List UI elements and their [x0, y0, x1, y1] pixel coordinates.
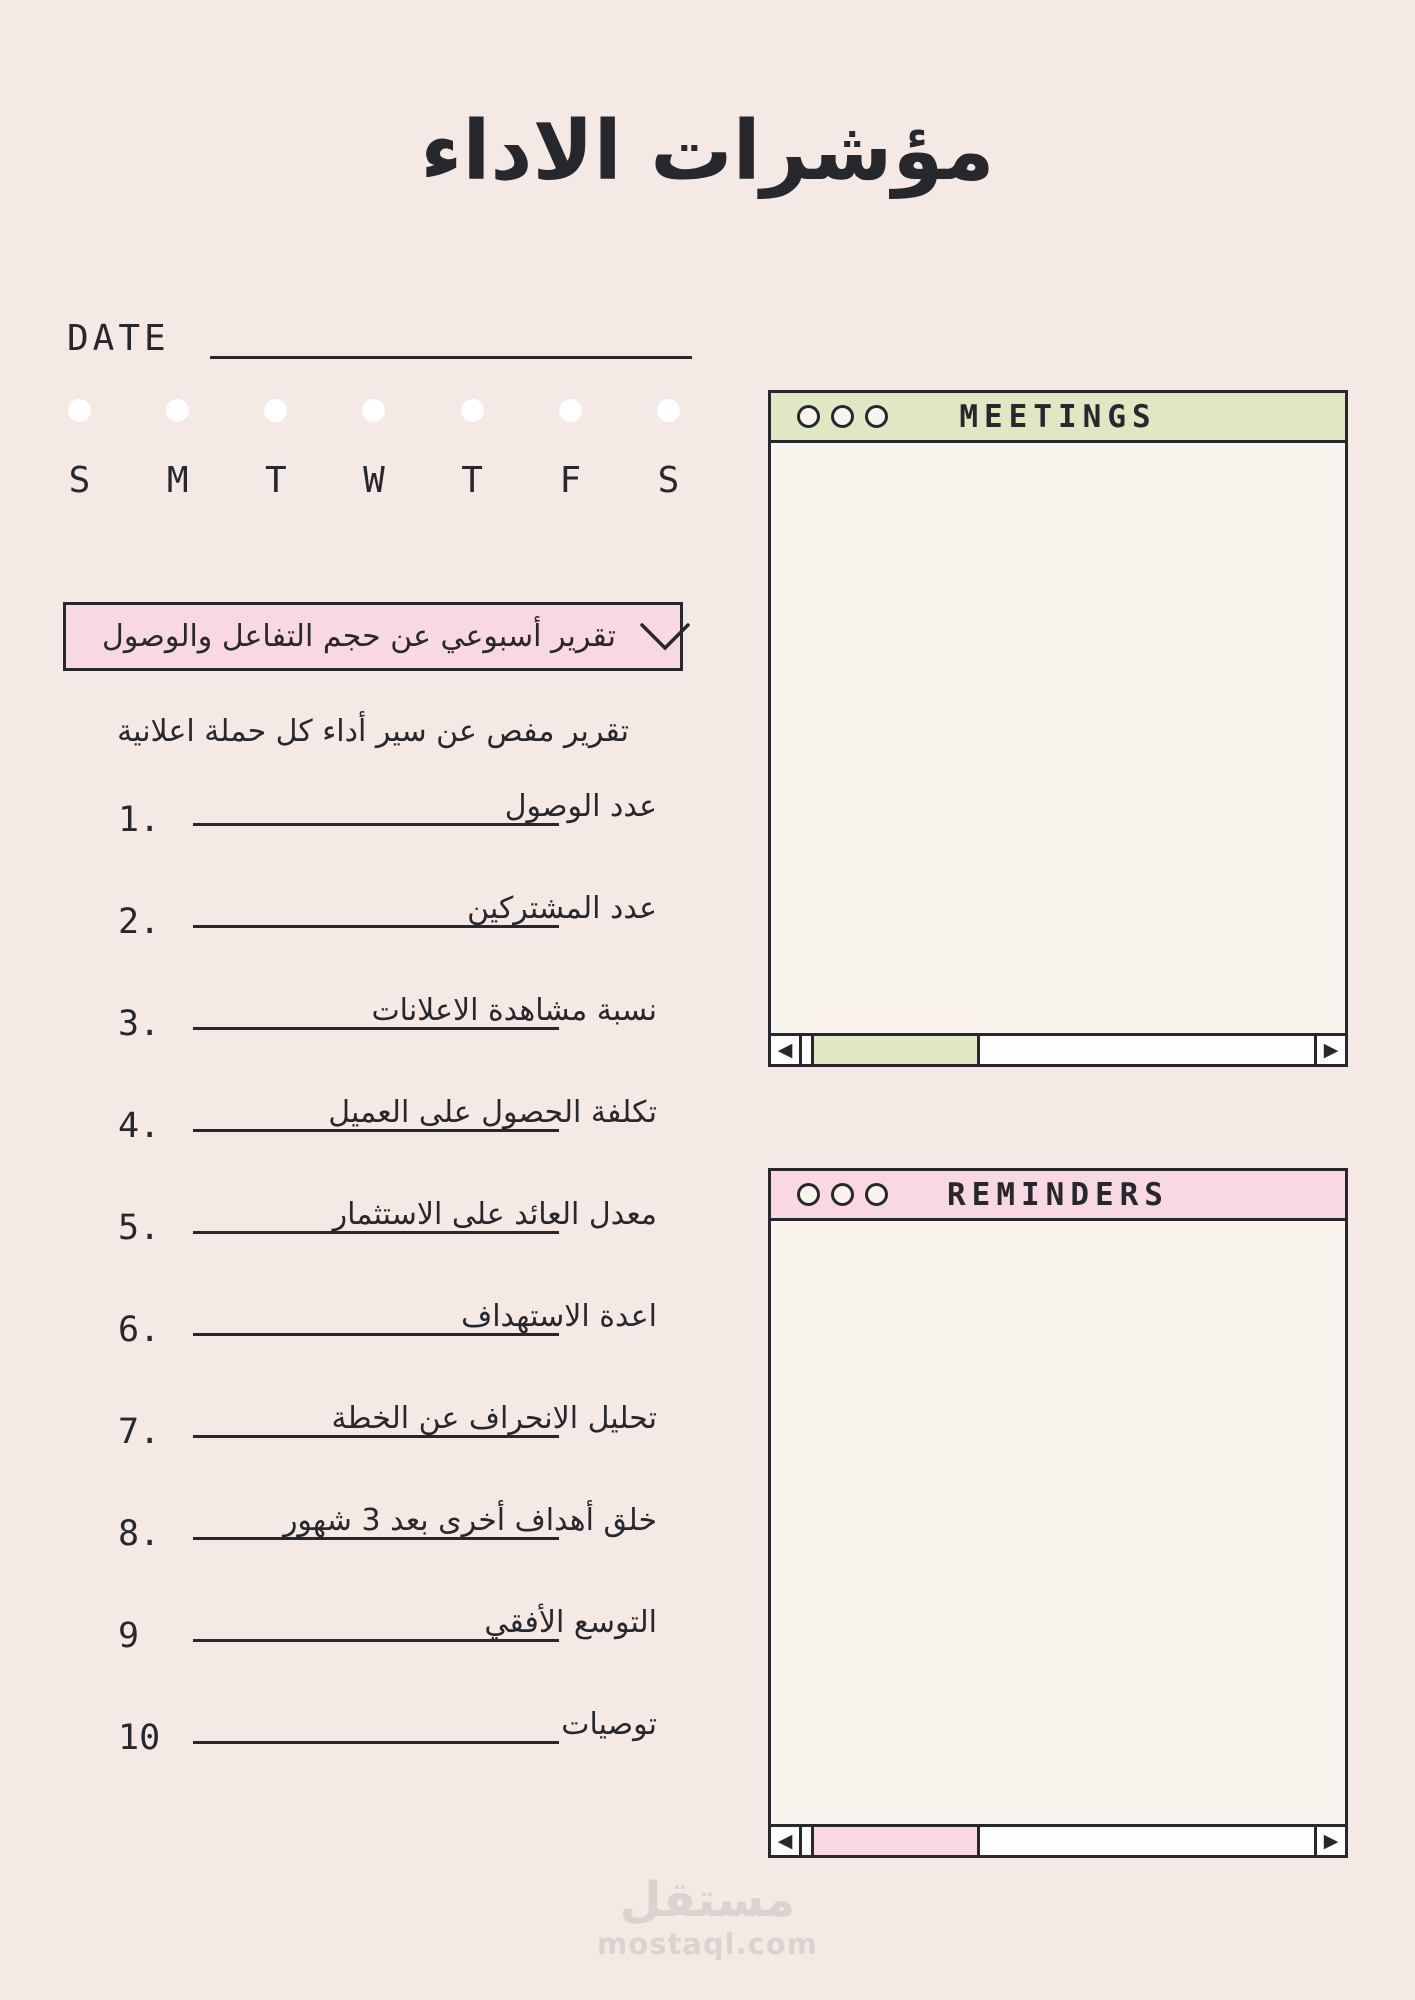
day-letter-monday: M [166, 460, 189, 501]
list-item [63, 874, 685, 976]
week-days-row [68, 460, 680, 501]
item-fill-in-line[interactable] [193, 1333, 559, 1336]
window-control-circle-icon[interactable] [797, 1183, 820, 1206]
scrollbar-gap [802, 1036, 814, 1064]
list-item [63, 976, 685, 1078]
item-label: عدد الوصول [504, 789, 657, 824]
day-dot [362, 399, 385, 422]
day-dot [559, 399, 582, 422]
list-item [63, 1180, 685, 1282]
list-item [63, 1588, 685, 1690]
scroll-left-arrow-icon[interactable]: ◀ [771, 1827, 802, 1855]
mostaql-domain: mostaql.com [597, 1926, 818, 1961]
item-label: التوسع الأفقي [484, 1605, 657, 1640]
item-label: عدد المشتركين [467, 891, 657, 926]
item-fill-in-line[interactable] [193, 1741, 559, 1744]
meetings-window-title: MEETINGS [959, 398, 1157, 435]
window-control-circle-icon[interactable] [865, 1183, 888, 1206]
item-fill-in-line[interactable] [193, 1639, 559, 1642]
chevron-down-icon [640, 623, 690, 651]
mostaql-logo: مستقل [619, 1872, 796, 1928]
scroll-right-arrow-icon[interactable]: ▶ [1314, 1036, 1345, 1064]
item-label: تحليل الانحراف عن الخطة [331, 1401, 657, 1436]
item-label: توصيات [561, 1707, 657, 1742]
day-dot [657, 399, 680, 422]
kpi-list [63, 772, 685, 1792]
mostaql-watermark [0, 1874, 1415, 1961]
item-fill-in-line[interactable] [193, 925, 559, 928]
date-fill-in-line[interactable] [210, 356, 692, 359]
meetings-content-area[interactable] [771, 443, 1345, 1033]
meetings-window [768, 390, 1348, 1067]
list-item [63, 1486, 685, 1588]
reminders-window-title: REMINDERS [947, 1176, 1169, 1213]
scrollbar-thumb[interactable] [814, 1827, 980, 1855]
item-number: 5. [118, 1208, 161, 1248]
reminders-window [768, 1168, 1348, 1858]
scroll-left-arrow-icon[interactable]: ◀ [771, 1036, 802, 1064]
window-control-circle-icon[interactable] [831, 1183, 854, 1206]
date-label: DATE [67, 318, 170, 359]
item-number: 3. [118, 1004, 161, 1044]
list-item [63, 1282, 685, 1384]
reminders-scrollbar [771, 1824, 1345, 1855]
window-control-circle-icon[interactable] [865, 405, 888, 428]
item-fill-in-line[interactable] [193, 1027, 559, 1030]
item-number: 1. [118, 800, 161, 840]
item-label: اعدة الاستهداف [461, 1299, 657, 1334]
meetings-scrollbar [771, 1033, 1345, 1064]
weekly-report-dropdown[interactable] [63, 602, 683, 671]
day-dot [461, 399, 484, 422]
window-control-circle-icon[interactable] [831, 405, 854, 428]
day-letter-saturday: S [657, 460, 680, 501]
scrollbar-gap [802, 1827, 814, 1855]
window-control-circle-icon[interactable] [797, 405, 820, 428]
item-number: 2. [118, 902, 161, 942]
list-item [63, 772, 685, 874]
item-label: معدل العائد على الاستثمار [332, 1197, 657, 1232]
week-dots-row [68, 399, 680, 422]
list-subtitle: تقرير مفص عن سير أداء كل حملة اعلانية [117, 714, 629, 749]
scroll-right-arrow-icon[interactable]: ▶ [1314, 1827, 1345, 1855]
scrollbar-track[interactable] [980, 1827, 1314, 1855]
day-letter-thursday: T [461, 460, 483, 501]
reminders-content-area[interactable] [771, 1221, 1345, 1824]
day-letter-sunday: S [68, 460, 91, 501]
item-number: 6. [118, 1310, 161, 1350]
item-number: 8. [118, 1514, 161, 1554]
item-fill-in-line[interactable] [193, 1537, 559, 1540]
day-dot [264, 399, 287, 422]
day-dot [68, 399, 91, 422]
weekly-report-dropdown-label: تقرير أسبوعي عن حجم التفاعل والوصول [102, 619, 616, 654]
item-label: خلق أهداف أخرى بعد 3 شهور [282, 1503, 657, 1538]
item-number: 4. [118, 1106, 161, 1146]
list-item [63, 1690, 685, 1792]
item-label: نسبة مشاهدة الاعلانات [371, 993, 657, 1028]
page-title: مؤشرات الاداء [420, 104, 995, 199]
scrollbar-track[interactable] [980, 1036, 1314, 1064]
day-letter-tuesday: T [264, 460, 287, 501]
item-fill-in-line[interactable] [193, 823, 559, 826]
item-fill-in-line[interactable] [193, 1231, 559, 1234]
meetings-titlebar [771, 393, 1345, 443]
item-number: 7. [118, 1412, 161, 1452]
day-letter-wednesday: W [363, 460, 385, 501]
scrollbar-thumb[interactable] [814, 1036, 980, 1064]
item-number: 9 [118, 1616, 140, 1656]
item-label: تكلفة الحصول على العميل [328, 1095, 657, 1130]
item-number: 10 [118, 1718, 161, 1758]
list-item [63, 1384, 685, 1486]
item-fill-in-line[interactable] [193, 1129, 559, 1132]
list-item [63, 1078, 685, 1180]
item-fill-in-line[interactable] [193, 1435, 559, 1438]
day-dot [166, 399, 189, 422]
day-letter-friday: F [559, 460, 582, 501]
reminders-titlebar [771, 1171, 1345, 1221]
